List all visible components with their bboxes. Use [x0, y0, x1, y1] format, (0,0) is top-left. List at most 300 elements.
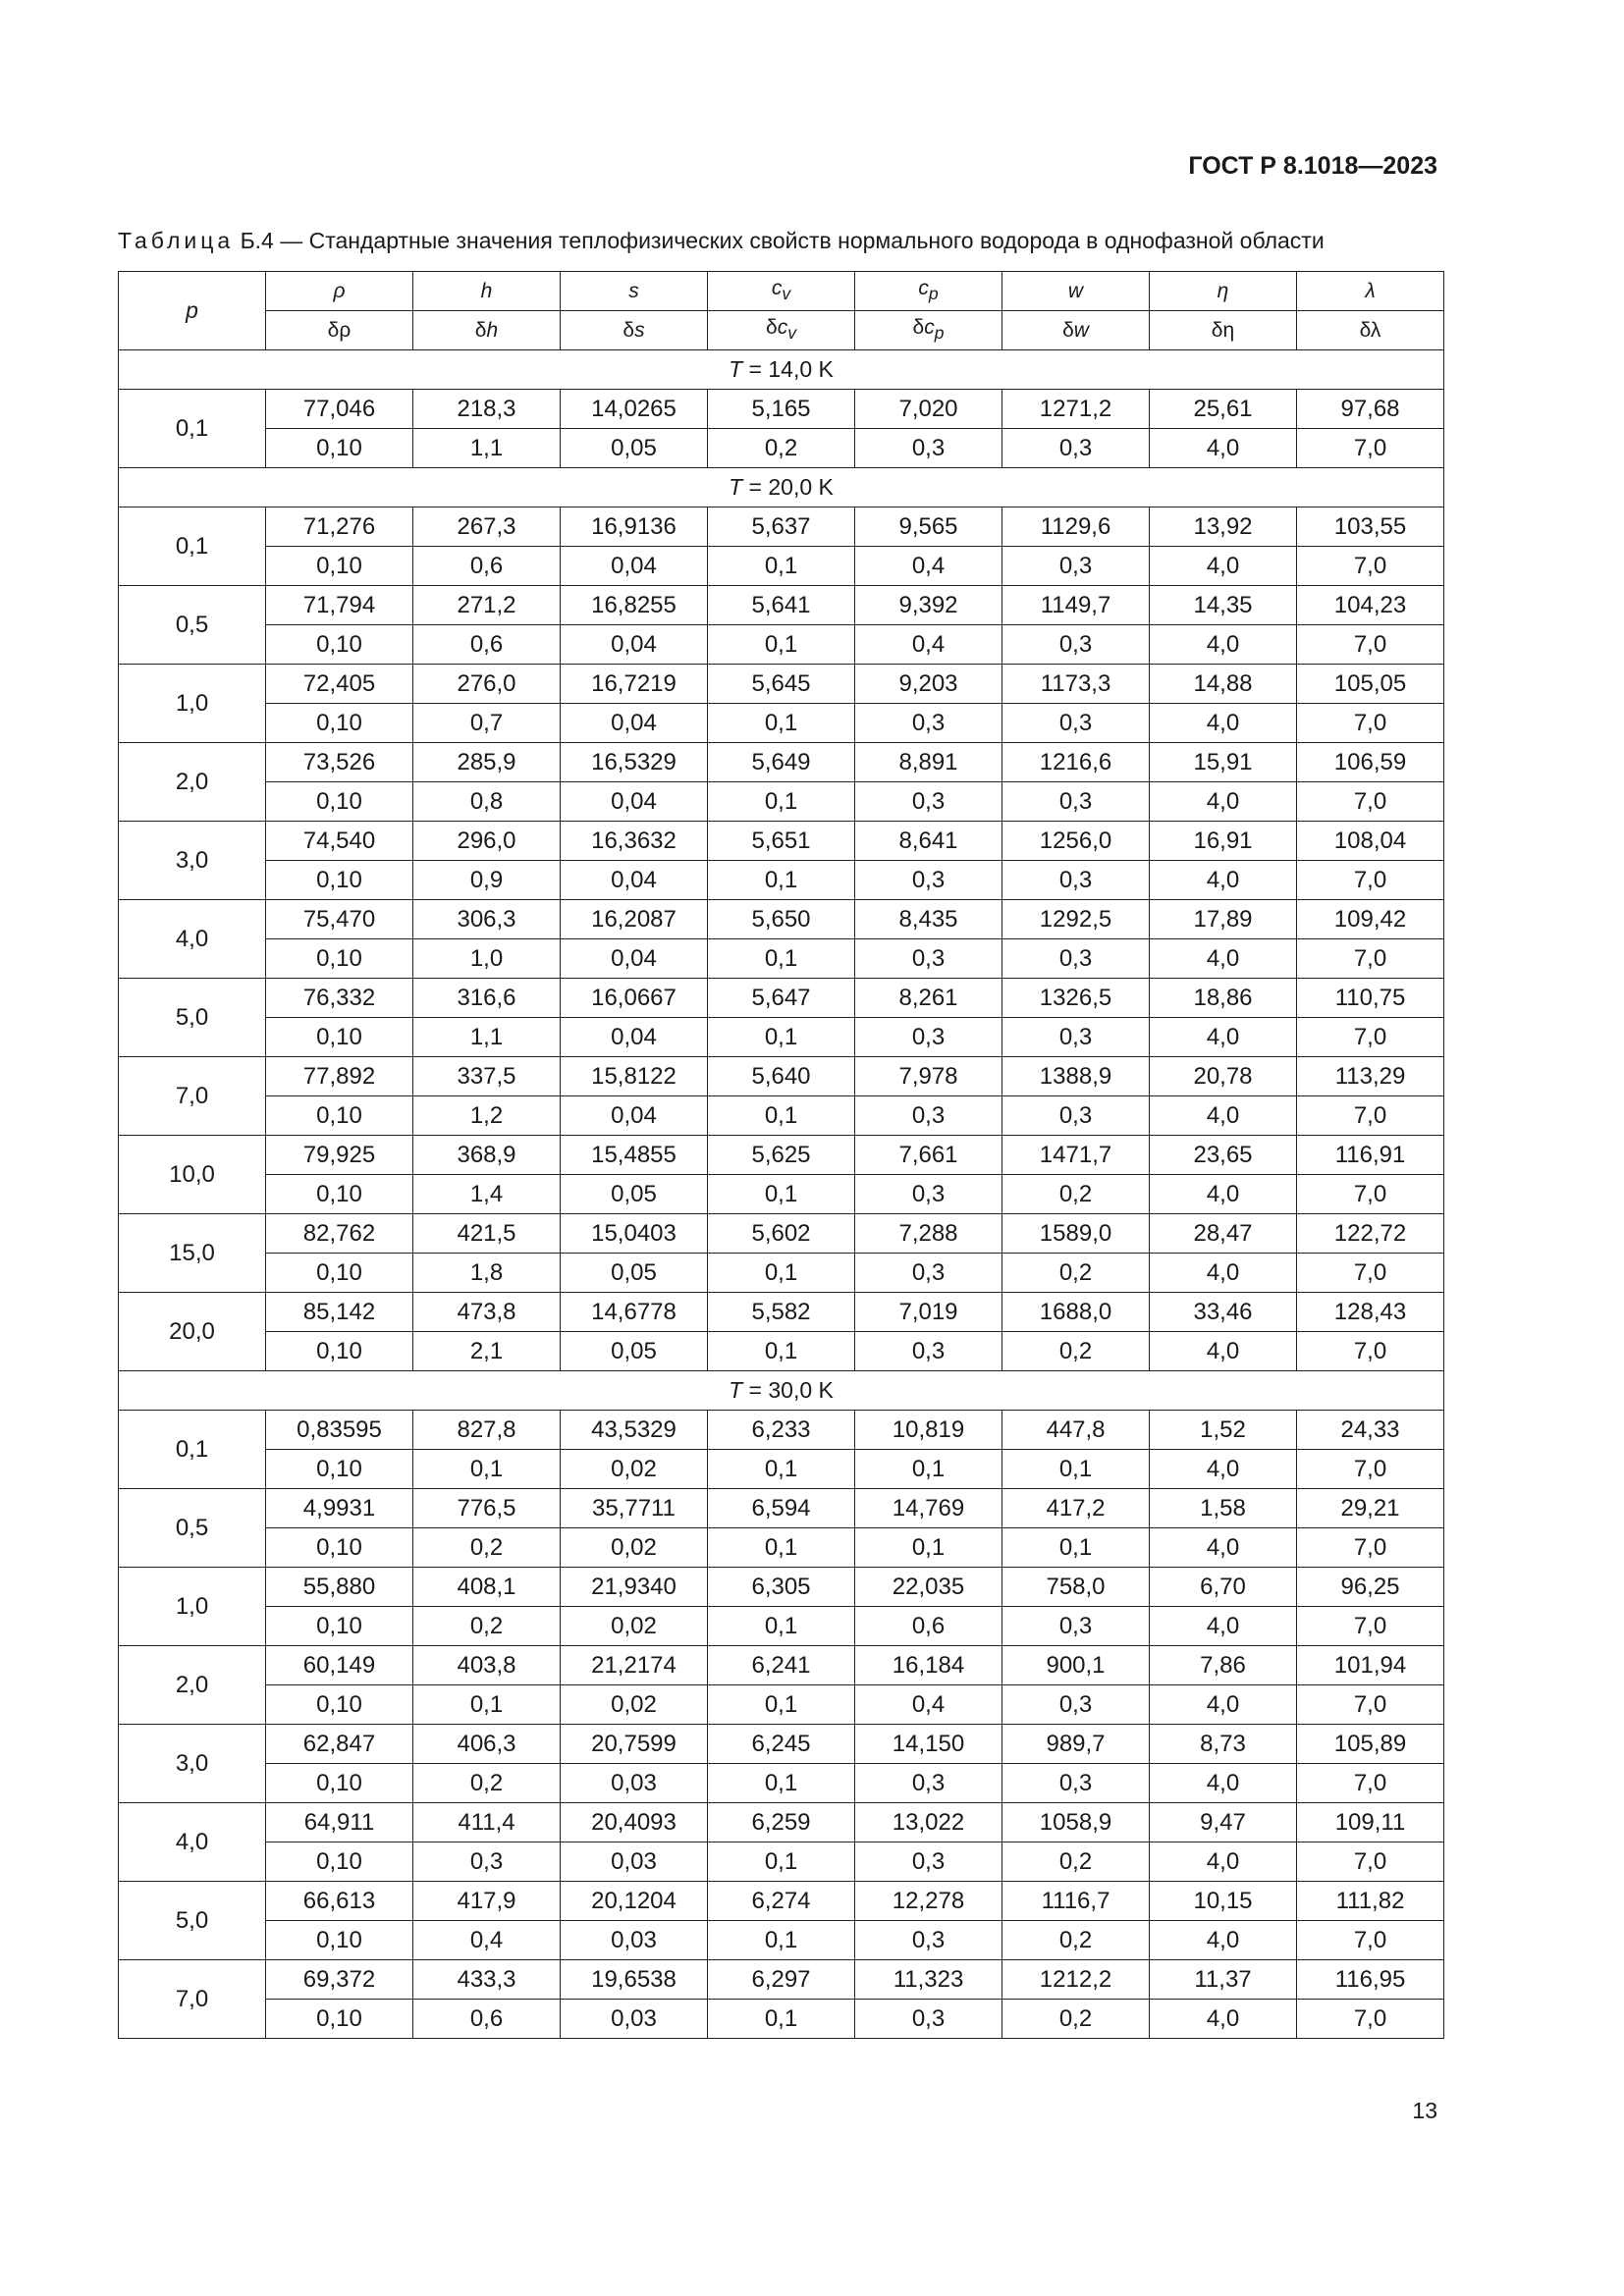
uncertainty-cell: 0,1 — [708, 1685, 855, 1725]
uncertainty-cell: 7,0 — [1297, 547, 1444, 586]
value-cell: 368,9 — [413, 1136, 561, 1175]
uncertainty-cell: 4,0 — [1150, 1254, 1297, 1293]
uncertainty-cell: 0,2 — [1002, 2000, 1150, 2039]
temperature-symbol: T — [729, 1377, 743, 1403]
value-cell: 55,880 — [266, 1568, 413, 1607]
value-cell: 33,46 — [1150, 1293, 1297, 1332]
uncertainty-cell: 7,0 — [1297, 861, 1444, 900]
table-row — [119, 1018, 1444, 1057]
uncertainty-cell: 0,3 — [1002, 782, 1150, 822]
header-symbol: w — [1067, 279, 1084, 302]
value-cell: 5,651 — [708, 822, 855, 861]
temperature-value: = 30,0 K — [742, 1377, 834, 1403]
uncertainty-cell: 1,1 — [413, 429, 561, 468]
uncertainty-cell: 0,05 — [561, 429, 708, 468]
uncertainty-cell: 4,0 — [1150, 1096, 1297, 1136]
value-cell: 14,35 — [1150, 586, 1297, 625]
value-cell: 5,602 — [708, 1214, 855, 1254]
value-cell: 5,582 — [708, 1293, 855, 1332]
table-row — [119, 939, 1444, 979]
uncertainty-cell: 0,2 — [413, 1607, 561, 1646]
table-row — [119, 390, 1444, 429]
value-cell: 433,3 — [413, 1960, 561, 2000]
value-cell: 128,43 — [1297, 1293, 1444, 1332]
table-row — [119, 1489, 1444, 1528]
uncertainty-cell: 7,0 — [1297, 1685, 1444, 1725]
uncertainty-cell: 4,0 — [1150, 1450, 1297, 1489]
uncertainty-cell: 0,2 — [1002, 1842, 1150, 1882]
uncertainty-cell: 0,05 — [561, 1332, 708, 1371]
value-cell: 421,5 — [413, 1214, 561, 1254]
header-7-value — [1297, 272, 1444, 311]
value-cell: 77,892 — [266, 1057, 413, 1096]
pressure-cell: 10,0 — [119, 1136, 266, 1214]
value-cell: 71,794 — [266, 586, 413, 625]
uncertainty-cell: 4,0 — [1150, 1332, 1297, 1371]
uncertainty-cell: 0,3 — [1002, 1018, 1150, 1057]
uncertainty-cell: 0,1 — [708, 1332, 855, 1371]
temperature-value: = 20,0 K — [742, 474, 834, 500]
pressure-cell: 15,0 — [119, 1214, 266, 1293]
uncertainty-cell: 7,0 — [1297, 704, 1444, 743]
table-row — [119, 743, 1444, 782]
value-cell: 64,911 — [266, 1803, 413, 1842]
value-cell: 116,91 — [1297, 1136, 1444, 1175]
uncertainty-cell: 7,0 — [1297, 2000, 1444, 2039]
value-cell: 73,526 — [266, 743, 413, 782]
temperature-label — [119, 468, 1444, 507]
value-cell: 16,0667 — [561, 979, 708, 1018]
value-cell: 116,95 — [1297, 1960, 1444, 2000]
uncertainty-cell: 4,0 — [1150, 2000, 1297, 2039]
value-cell: 6,70 — [1150, 1568, 1297, 1607]
uncertainty-cell: 0,10 — [266, 1685, 413, 1725]
value-cell: 16,2087 — [561, 900, 708, 939]
value-cell: 447,8 — [1002, 1411, 1150, 1450]
table-row — [119, 822, 1444, 861]
uncertainty-cell: 0,10 — [266, 1018, 413, 1057]
uncertainty-cell: 0,3 — [1002, 704, 1150, 743]
value-cell: 7,020 — [855, 390, 1002, 429]
table-row — [119, 1175, 1444, 1214]
uncertainty-cell: 0,1 — [413, 1685, 561, 1725]
uncertainty-cell: 0,1 — [708, 1450, 855, 1489]
table-row — [119, 1254, 1444, 1293]
delta-symbol: δ — [474, 318, 487, 342]
uncertainty-cell: 0,1 — [708, 1096, 855, 1136]
value-cell: 1471,7 — [1002, 1136, 1150, 1175]
uncertainty-cell: 0,02 — [561, 1607, 708, 1646]
value-cell: 8,261 — [855, 979, 1002, 1018]
header-6-value — [1150, 272, 1297, 311]
value-cell: 6,274 — [708, 1882, 855, 1921]
uncertainty-cell: 7,0 — [1297, 1921, 1444, 1960]
value-cell: 75,470 — [266, 900, 413, 939]
header-p: p — [119, 272, 266, 350]
value-cell: 16,7219 — [561, 665, 708, 704]
header-symbol: w — [1073, 318, 1089, 342]
uncertainty-cell: 1,2 — [413, 1096, 561, 1136]
table-row — [119, 1646, 1444, 1685]
table-row — [119, 782, 1444, 822]
value-cell: 109,42 — [1297, 900, 1444, 939]
value-cell: 276,0 — [413, 665, 561, 704]
value-cell: 20,78 — [1150, 1057, 1297, 1096]
uncertainty-cell: 0,3 — [855, 429, 1002, 468]
value-cell: 14,0265 — [561, 390, 708, 429]
value-cell: 776,5 — [413, 1489, 561, 1528]
value-cell: 76,332 — [266, 979, 413, 1018]
pressure-cell: 1,0 — [119, 1568, 266, 1646]
uncertainty-cell: 0,6 — [855, 1607, 1002, 1646]
table-row — [119, 1607, 1444, 1646]
pressure-cell: 20,0 — [119, 1293, 266, 1371]
uncertainty-cell: 0,10 — [266, 1450, 413, 1489]
value-cell: 96,25 — [1297, 1568, 1444, 1607]
value-cell: 19,6538 — [561, 1960, 708, 2000]
value-cell: 5,637 — [708, 507, 855, 547]
value-cell: 267,3 — [413, 507, 561, 547]
value-cell: 306,3 — [413, 900, 561, 939]
uncertainty-cell: 1,1 — [413, 1018, 561, 1057]
temperature-row — [119, 468, 1444, 507]
value-cell: 473,8 — [413, 1293, 561, 1332]
value-cell: 23,65 — [1150, 1136, 1297, 1175]
value-cell: 8,73 — [1150, 1725, 1297, 1764]
uncertainty-cell: 0,1 — [708, 861, 855, 900]
uncertainty-cell: 4,0 — [1150, 1685, 1297, 1725]
value-cell: 1116,7 — [1002, 1882, 1150, 1921]
value-cell: 29,21 — [1297, 1489, 1444, 1528]
uncertainty-cell: 0,1 — [708, 625, 855, 665]
uncertainty-cell: 7,0 — [1297, 429, 1444, 468]
uncertainty-cell: 0,3 — [855, 2000, 1002, 2039]
uncertainty-cell: 0,2 — [1002, 1254, 1150, 1293]
uncertainty-cell: 0,1 — [708, 1764, 855, 1803]
delta-symbol: δ — [1211, 318, 1223, 342]
uncertainty-cell: 4,0 — [1150, 1018, 1297, 1057]
value-cell: 337,5 — [413, 1057, 561, 1096]
properties-table — [118, 271, 1444, 2039]
uncertainty-cell: 0,1 — [708, 1528, 855, 1568]
delta-symbol: δ — [623, 318, 635, 342]
uncertainty-cell: 0,3 — [855, 1018, 1002, 1057]
value-cell: 14,769 — [855, 1489, 1002, 1528]
pressure-cell: 2,0 — [119, 1646, 266, 1725]
uncertainty-cell: 4,0 — [1150, 939, 1297, 979]
value-cell: 5,645 — [708, 665, 855, 704]
value-cell: 1388,9 — [1002, 1057, 1150, 1096]
value-cell: 5,650 — [708, 900, 855, 939]
uncertainty-cell: 0,6 — [413, 625, 561, 665]
uncertainty-cell: 0,3 — [1002, 1685, 1150, 1725]
value-cell: 25,61 — [1150, 390, 1297, 429]
header-row-deltas — [119, 311, 1444, 350]
uncertainty-cell: 0,10 — [266, 2000, 413, 2039]
value-cell: 296,0 — [413, 822, 561, 861]
value-cell: 11,37 — [1150, 1960, 1297, 2000]
uncertainty-cell: 0,1 — [413, 1450, 561, 1489]
table-row — [119, 1411, 1444, 1450]
value-cell: 1589,0 — [1002, 1214, 1150, 1254]
header-symbol: c — [918, 277, 929, 300]
pressure-cell: 2,0 — [119, 743, 266, 822]
header-6-delta — [1150, 311, 1297, 350]
value-cell: 15,4855 — [561, 1136, 708, 1175]
uncertainty-cell: 0,10 — [266, 1842, 413, 1882]
value-cell: 6,233 — [708, 1411, 855, 1450]
uncertainty-cell: 0,05 — [561, 1175, 708, 1214]
header-subscript: p — [928, 284, 939, 304]
table-row — [119, 1725, 1444, 1764]
delta-symbol: δ — [327, 318, 340, 342]
uncertainty-cell: 0,3 — [855, 782, 1002, 822]
value-cell: 14,88 — [1150, 665, 1297, 704]
value-cell: 5,641 — [708, 586, 855, 625]
temperature-symbol: T — [729, 474, 743, 500]
header-row-values — [119, 272, 1444, 311]
value-cell: 16,5329 — [561, 743, 708, 782]
header-0-value — [266, 272, 413, 311]
table-row — [119, 900, 1444, 939]
uncertainty-cell: 0,4 — [413, 1921, 561, 1960]
uncertainty-cell: 0,10 — [266, 1607, 413, 1646]
table-row — [119, 1960, 1444, 2000]
uncertainty-cell: 0,10 — [266, 1528, 413, 1568]
value-cell: 105,89 — [1297, 1725, 1444, 1764]
table-row — [119, 1096, 1444, 1136]
uncertainty-cell: 0,3 — [855, 704, 1002, 743]
value-cell: 285,9 — [413, 743, 561, 782]
uncertainty-cell: 0,6 — [413, 2000, 561, 2039]
value-cell: 406,3 — [413, 1725, 561, 1764]
uncertainty-cell: 0,10 — [266, 547, 413, 586]
pressure-cell: 5,0 — [119, 979, 266, 1057]
temperature-label — [119, 1371, 1444, 1411]
table-row — [119, 1528, 1444, 1568]
value-cell: 1292,5 — [1002, 900, 1150, 939]
uncertainty-cell: 0,3 — [1002, 1764, 1150, 1803]
value-cell: 1271,2 — [1002, 390, 1150, 429]
value-cell: 104,23 — [1297, 586, 1444, 625]
pressure-cell: 0,1 — [119, 507, 266, 586]
header-3-value — [708, 272, 855, 311]
uncertainty-cell: 7,0 — [1297, 1175, 1444, 1214]
uncertainty-cell: 7,0 — [1297, 625, 1444, 665]
temperature-value: = 14,0 K — [742, 356, 834, 382]
value-cell: 9,47 — [1150, 1803, 1297, 1842]
header-symbol: η — [1222, 318, 1235, 342]
uncertainty-cell: 0,1 — [708, 1842, 855, 1882]
value-cell: 7,86 — [1150, 1646, 1297, 1685]
header-symbol: η — [1217, 279, 1229, 302]
value-cell: 77,046 — [266, 390, 413, 429]
value-cell: 43,5329 — [561, 1411, 708, 1450]
uncertainty-cell: 0,3 — [855, 939, 1002, 979]
uncertainty-cell: 4,0 — [1150, 547, 1297, 586]
value-cell: 20,4093 — [561, 1803, 708, 1842]
value-cell: 417,9 — [413, 1882, 561, 1921]
uncertainty-cell: 0,10 — [266, 861, 413, 900]
uncertainty-cell: 0,9 — [413, 861, 561, 900]
uncertainty-cell: 4,0 — [1150, 1528, 1297, 1568]
uncertainty-cell: 7,0 — [1297, 1842, 1444, 1882]
value-cell: 1058,9 — [1002, 1803, 1150, 1842]
uncertainty-cell: 0,04 — [561, 939, 708, 979]
value-cell: 7,288 — [855, 1214, 1002, 1254]
pressure-cell: 5,0 — [119, 1882, 266, 1960]
header-symbol: s — [628, 279, 639, 302]
value-cell: 101,94 — [1297, 1646, 1444, 1685]
header-symbol: h — [486, 318, 499, 342]
uncertainty-cell: 0,03 — [561, 1764, 708, 1803]
table-row — [119, 1214, 1444, 1254]
value-cell: 28,47 — [1150, 1214, 1297, 1254]
uncertainty-cell: 0,7 — [413, 704, 561, 743]
uncertainty-cell: 0,2 — [1002, 1175, 1150, 1214]
value-cell: 1173,3 — [1002, 665, 1150, 704]
value-cell: 11,323 — [855, 1960, 1002, 2000]
value-cell: 15,91 — [1150, 743, 1297, 782]
value-cell: 15,0403 — [561, 1214, 708, 1254]
uncertainty-cell: 1,4 — [413, 1175, 561, 1214]
value-cell: 6,241 — [708, 1646, 855, 1685]
uncertainty-cell: 1,0 — [413, 939, 561, 979]
table-row — [119, 704, 1444, 743]
value-cell: 110,75 — [1297, 979, 1444, 1018]
value-cell: 106,59 — [1297, 743, 1444, 782]
header-symbol: ρ — [339, 318, 352, 342]
table-row — [119, 665, 1444, 704]
header-symbol: ρ — [333, 279, 346, 302]
table-row — [119, 1921, 1444, 1960]
value-cell: 7,978 — [855, 1057, 1002, 1096]
uncertainty-cell: 0,3 — [1002, 1096, 1150, 1136]
delta-symbol: δ — [766, 316, 778, 340]
uncertainty-cell: 0,04 — [561, 861, 708, 900]
value-cell: 21,2174 — [561, 1646, 708, 1685]
table-row — [119, 1764, 1444, 1803]
value-cell: 12,278 — [855, 1882, 1002, 1921]
uncertainty-cell: 0,6 — [413, 547, 561, 586]
value-cell: 408,1 — [413, 1568, 561, 1607]
uncertainty-cell: 0,4 — [855, 625, 1002, 665]
header-symbol: s — [634, 318, 645, 342]
value-cell: 16,9136 — [561, 507, 708, 547]
uncertainty-cell: 0,3 — [1002, 547, 1150, 586]
pressure-cell: 4,0 — [119, 1803, 266, 1882]
uncertainty-cell: 0,1 — [708, 2000, 855, 2039]
value-cell: 8,641 — [855, 822, 1002, 861]
table-row — [119, 1136, 1444, 1175]
value-cell: 758,0 — [1002, 1568, 1150, 1607]
uncertainty-cell: 0,3 — [855, 1921, 1002, 1960]
uncertainty-cell: 0,10 — [266, 429, 413, 468]
uncertainty-cell: 0,02 — [561, 1528, 708, 1568]
uncertainty-cell: 0,1 — [708, 1254, 855, 1293]
value-cell: 9,565 — [855, 507, 1002, 547]
temperature-label — [119, 350, 1444, 390]
uncertainty-cell: 0,3 — [855, 861, 1002, 900]
temperature-row — [119, 350, 1444, 390]
uncertainty-cell: 7,0 — [1297, 1528, 1444, 1568]
value-cell: 316,6 — [413, 979, 561, 1018]
header-symbol: c — [771, 277, 783, 300]
uncertainty-cell: 7,0 — [1297, 782, 1444, 822]
pressure-cell: 3,0 — [119, 1725, 266, 1803]
document-header: ГОСТ Р 8.1018—2023 — [1188, 152, 1437, 180]
uncertainty-cell: 0,2 — [413, 1528, 561, 1568]
table-caption — [118, 228, 1325, 254]
header-1-delta — [413, 311, 561, 350]
value-cell: 827,8 — [413, 1411, 561, 1450]
pressure-cell: 0,1 — [119, 1411, 266, 1489]
pressure-cell: 0,5 — [119, 586, 266, 665]
delta-symbol: δ — [1062, 318, 1074, 342]
header-4-delta — [855, 311, 1002, 350]
uncertainty-cell: 0,2 — [1002, 1332, 1150, 1371]
uncertainty-cell: 0,10 — [266, 1332, 413, 1371]
uncertainty-cell: 4,0 — [1150, 782, 1297, 822]
value-cell: 13,92 — [1150, 507, 1297, 547]
table-row — [119, 547, 1444, 586]
uncertainty-cell: 0,1 — [1002, 1450, 1150, 1489]
value-cell: 9,203 — [855, 665, 1002, 704]
pressure-cell: 0,5 — [119, 1489, 266, 1568]
uncertainty-cell: 0,10 — [266, 782, 413, 822]
uncertainty-cell: 4,0 — [1150, 704, 1297, 743]
uncertainty-cell: 0,10 — [266, 1921, 413, 1960]
uncertainty-cell: 0,04 — [561, 1096, 708, 1136]
pressure-cell: 7,0 — [119, 1057, 266, 1136]
header-3-delta — [708, 311, 855, 350]
page-number: 13 — [1412, 2098, 1437, 2123]
value-cell: 74,540 — [266, 822, 413, 861]
value-cell: 21,9340 — [561, 1568, 708, 1607]
uncertainty-cell: 7,0 — [1297, 1332, 1444, 1371]
table-row — [119, 429, 1444, 468]
table-row — [119, 586, 1444, 625]
value-cell: 79,925 — [266, 1136, 413, 1175]
uncertainty-cell: 0,02 — [561, 1685, 708, 1725]
value-cell: 9,392 — [855, 586, 1002, 625]
table-row — [119, 1882, 1444, 1921]
value-cell: 989,7 — [1002, 1725, 1150, 1764]
uncertainty-cell: 0,3 — [855, 1254, 1002, 1293]
uncertainty-cell: 0,1 — [708, 704, 855, 743]
value-cell: 24,33 — [1297, 1411, 1444, 1450]
value-cell: 5,649 — [708, 743, 855, 782]
table-row — [119, 979, 1444, 1018]
uncertainty-cell: 0,3 — [1002, 861, 1150, 900]
value-cell: 113,29 — [1297, 1057, 1444, 1096]
uncertainty-cell: 0,10 — [266, 1764, 413, 1803]
header-1-value — [413, 272, 561, 311]
uncertainty-cell: 0,3 — [413, 1842, 561, 1882]
uncertainty-cell: 0,04 — [561, 1018, 708, 1057]
value-cell: 1149,7 — [1002, 586, 1150, 625]
value-cell: 5,625 — [708, 1136, 855, 1175]
value-cell: 403,8 — [413, 1646, 561, 1685]
value-cell: 1216,6 — [1002, 743, 1150, 782]
uncertainty-cell: 7,0 — [1297, 1018, 1444, 1057]
table-row — [119, 861, 1444, 900]
value-cell: 5,165 — [708, 390, 855, 429]
header-subscript: v — [782, 284, 791, 304]
value-cell: 1326,5 — [1002, 979, 1150, 1018]
table-row — [119, 2000, 1444, 2039]
uncertainty-cell: 0,1 — [708, 547, 855, 586]
